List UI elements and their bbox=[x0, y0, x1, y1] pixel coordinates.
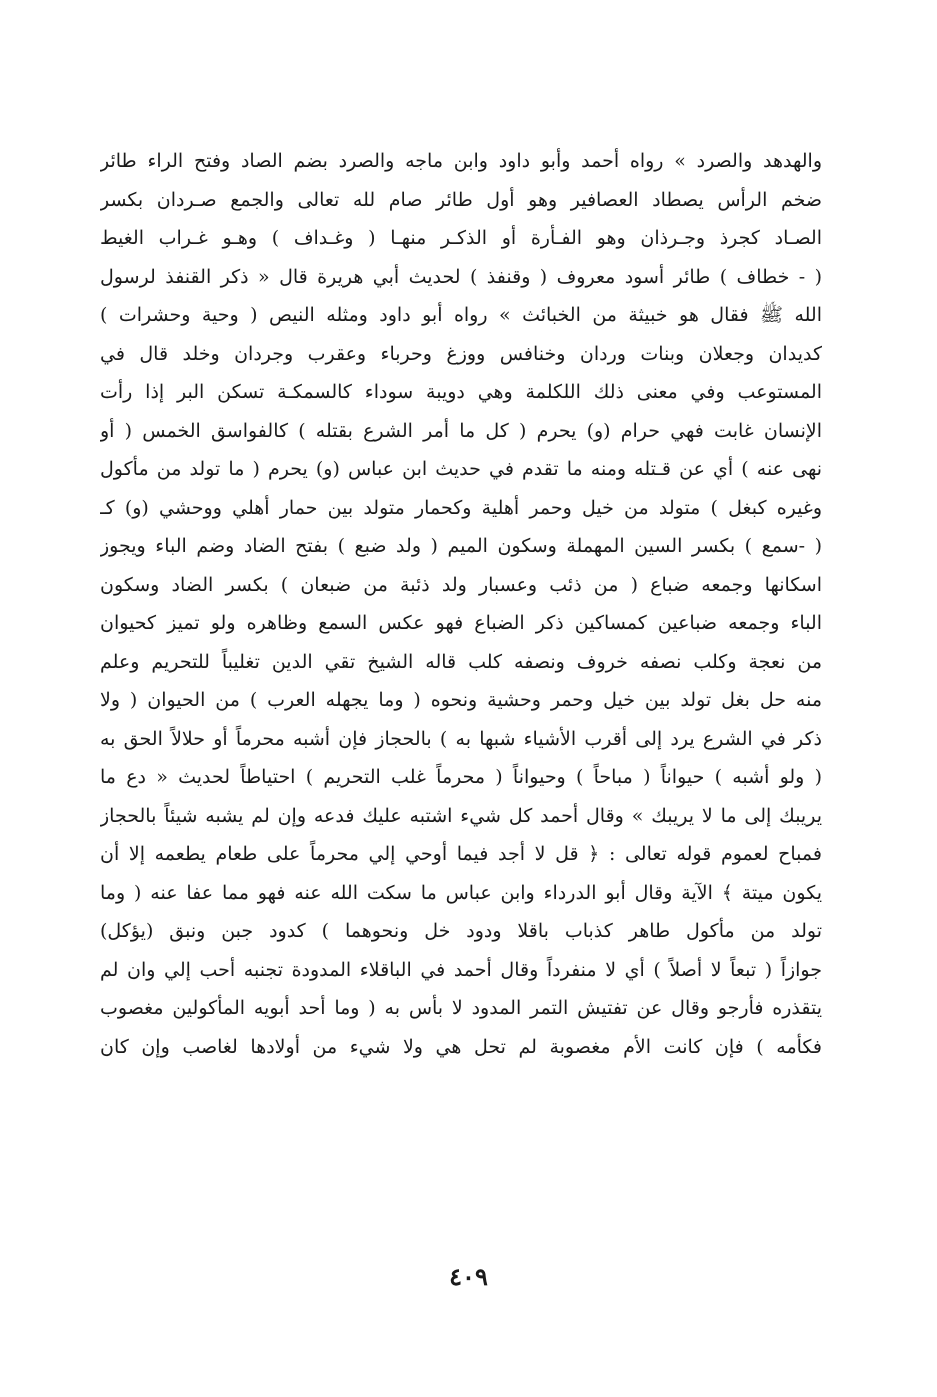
text-line: فكأمه ) فإن كانت الأم مغصوبة لم تحل هي ولا شيء من أولادها لغاصب وإن كان bbox=[100, 1035, 822, 1058]
text-line: الصـاد كجرذ وجـرذان وهو الفـأرة أو الذكـر منهـا ( وغـداف ) وهـو غـراب الغيط bbox=[100, 227, 822, 249]
text-line: يتقذره فأرجو وقال عن تفتيش التمر المدود لا بأس به ( وما أحد أبويه المأكولين مغصوب bbox=[100, 997, 822, 1019]
text-line: الإنسان غابت فهي حرام (و) يحرم ( كل ما أمر الشرع بقتله ) كالفواسق الخمس ( أو bbox=[100, 419, 822, 442]
text-line: ضخم الرأس يصطاد العصافير وهو أول طائر صام لله تعالى والجمع صـردان بكسر bbox=[100, 188, 822, 211]
text-line: ( ‑سمع ) بكسر السين المهملة وسكون الميم ( ولد ضبع ) بفتح الضاد وضم الباء ويجوز bbox=[100, 535, 822, 557]
text-line: فمباح لعموم قوله تعالى : ﴿ قل لا أجد فيما أوحي إلي محرماً على طعام يطعمه إلا أن bbox=[100, 843, 822, 865]
text-line: ( ‑ خطاف ) طائر أسود معروف ( وقنفذ ) لحديث أبي هريرة قال « ذكر القنفذ لرسول bbox=[100, 265, 822, 288]
text-line: الباء وجمعه ضباعين كمساكين ذكر الضباع فهو عكس السمع وظاهره ولو تميز كحيوان bbox=[100, 612, 822, 634]
text-line: تولد من مأكول طاهر كذباب باقلا ودود خل ونحوهما ) كدود جبن ونبق (يؤكل) bbox=[100, 920, 822, 942]
text-line: نهى عنه ) أي عن قـتله ومنه ما تقدم في حديث ابن عباس (و) يحرم ( ما تولد من مأكول bbox=[100, 458, 822, 480]
text-line: منه حل بغل تولد بين خيل وحمر وحشية ونحوه ( وما يجهله العرب ) من الحيوان ( ولا bbox=[100, 689, 822, 711]
text-line: يكون ميتة ﴾ الآية وقال أبو الدرداء وابن عباس ما سكت الله عنه فهو مما عفا عنه ( وما bbox=[100, 881, 822, 904]
text-line: ( ولو أشبه ) حيواناً ( مباحاً ) وحيواناً ( محرماً غلب التحريم ) احتياطاً لحديث « دع ما bbox=[100, 766, 822, 788]
text-line: وغيره كبغل ) متولد من خيل وحمر أهلية وكحمار متولد بين حمار أهلي ووحشي (و) كـ bbox=[100, 496, 822, 519]
text-line: اسكانها وجمعه ضباع ( من ذئب وعسبار ولد ذئبة من ضبعان ) بكسر الضاد وسكون bbox=[100, 573, 822, 596]
text-line: الله ﷺ فقال هو خبيثة من الخبائث » رواه أبو داود ومثله النيص ( وحية وحشرات ) bbox=[100, 304, 822, 326]
page-number: ٤٠٩ bbox=[449, 1262, 488, 1291]
text-line: المستوعب وفي معنى ذلك اللكلمة وهي دويبة سوداء كالسمكـة تسكن البر إذا رأت bbox=[100, 381, 822, 403]
text-line: جوازاً ( تبعاً لا أصلاً ) أي لا منفرداً وقال أحمد في الباقلاء المدودة تجنبه أحب إلي وان لم bbox=[100, 958, 822, 981]
text-line: يريبك إلى ما لا يريبك » وقال أحمد كل شيء اشتبه عليك فدعه وإن لم يشبه شيئاً بالحجاز bbox=[100, 804, 822, 827]
text-line: ذكر في الشرع يرد إلى أقرب الأشياء شبها به ) بالحجاز فإن أشبه محرماً أو حلالاً الحق به bbox=[100, 727, 822, 750]
text-line: والهدهد والصرد » رواه أحمد وأبو داود وابن ماجه والصرد بضم الصاد وفتح الراء طائر bbox=[100, 150, 822, 172]
text-line: كديدان وجعلان وبنات وردان وخنافس ووزغ وحرباء وعقرب وجردان وخلد قال في bbox=[100, 342, 822, 365]
text-line: من نعجة وكلب نصفه خروف ونصفه كلب قاله الشيخ تقي الدين تغليباً للتحريم وعلم bbox=[100, 650, 822, 673]
body-text bbox=[100, 142, 822, 1066]
